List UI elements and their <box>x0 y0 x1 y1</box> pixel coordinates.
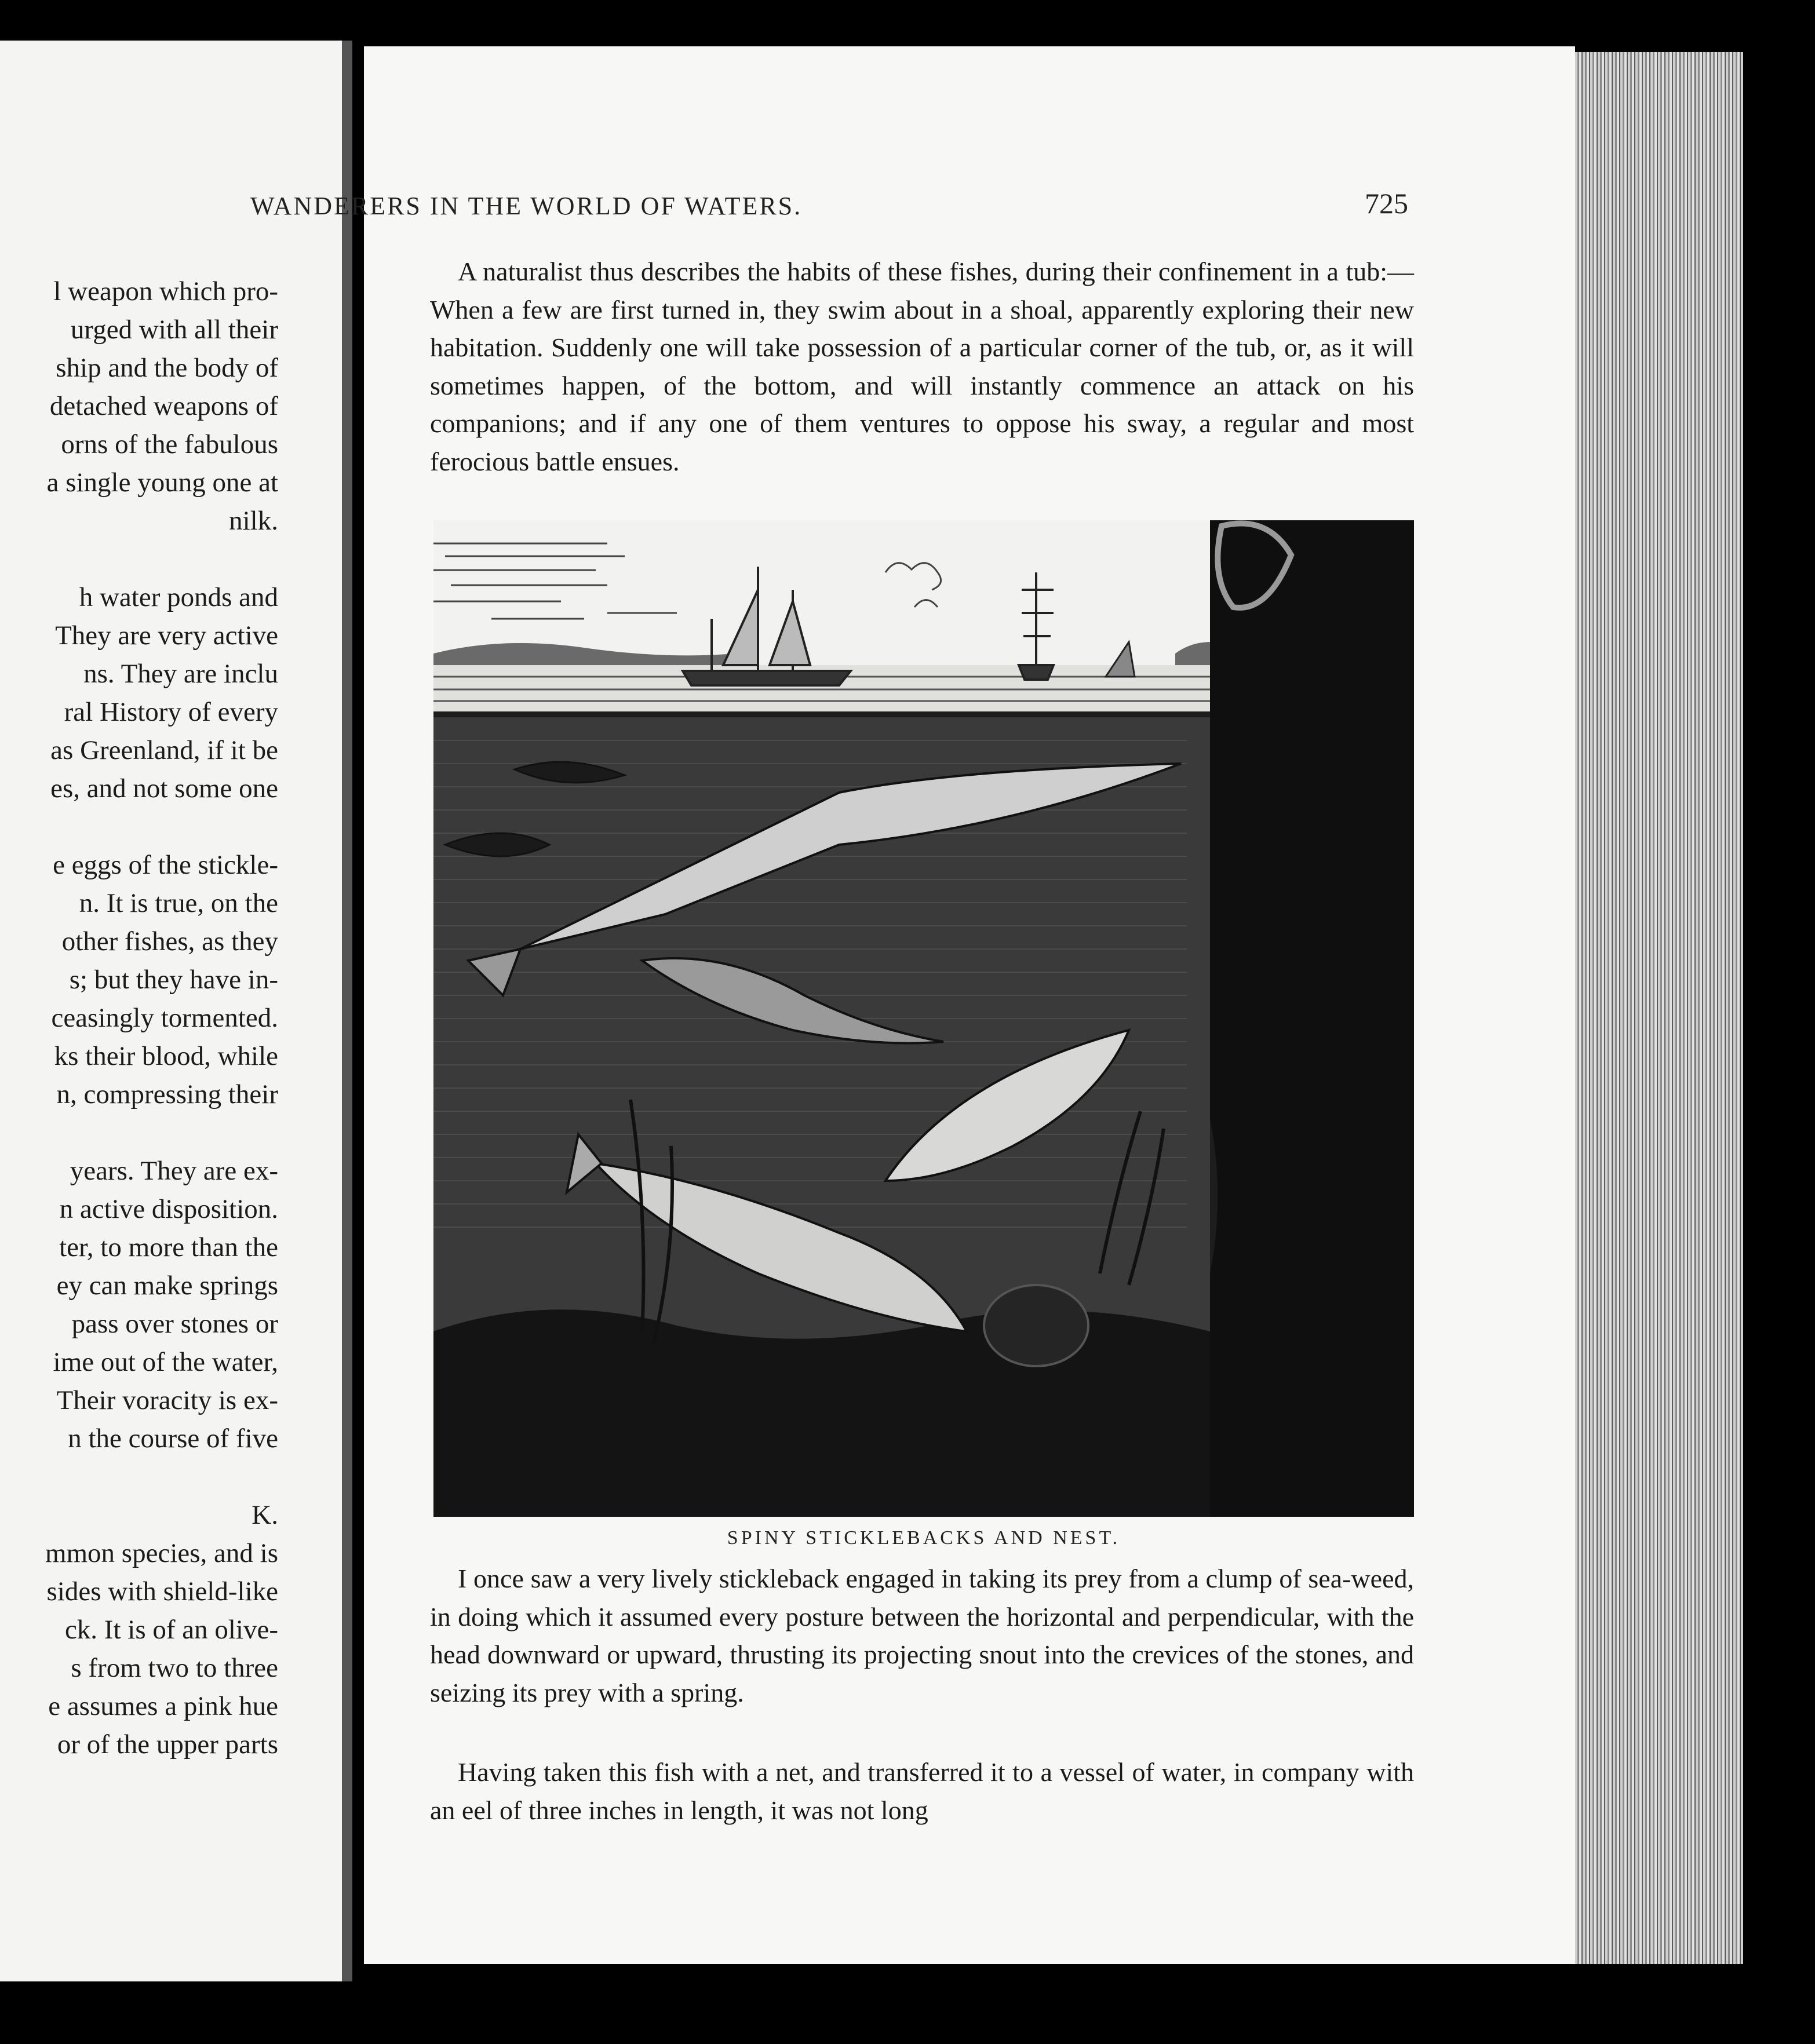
left-page-line: nilk. <box>229 506 278 536</box>
paragraph-lively-stickleback: I once saw a very lively stickleback engaged in taking its prey from a clump of sea-weed, in doing which it assumed every posture between the horizontal and perpendicular, with the head downward or upward, thrusting its projecting snout into the crevices of the stones, and seizing its prey with a spring. <box>430 1564 1414 1707</box>
nest <box>984 1285 1088 1366</box>
left-page-line: e assumes a pink hue <box>48 1691 278 1721</box>
left-page-line: They are very active <box>55 620 278 651</box>
left-page-line: ceasingly tormented. <box>51 1003 278 1033</box>
paragraph-naturalist: A naturalist thus describes the habits of these fishes, during their confinement in a tub:—When a few are first turned in, they swim about in a shoal, apparently exploring their new habitation. Suddenly one will take possession of a particular corner of the tub, or, as it will sometimes happen, of the bottom, and will instantly commence an attack on his companions; and if any one of them ventures to oppose his sway, a regular and most ferocious battle ensues. <box>430 257 1414 476</box>
left-page-line: n the course of five <box>68 1424 278 1454</box>
left-page-line: ck. It is of an olive- <box>64 1615 278 1645</box>
left-page-line: s; but they have in- <box>69 965 278 995</box>
left-page-line: h water ponds and <box>79 582 278 612</box>
left-page-line: s from two to three <box>71 1653 278 1683</box>
left-page-line: ship and the body of <box>56 353 278 383</box>
figure-caption: SPINY STICKLEBACKS AND NEST. <box>727 1527 1121 1549</box>
left-page-line: n active disposition. <box>59 1194 278 1224</box>
left-page-line: orns of the fabulous <box>61 429 278 459</box>
left-page-line: ey can make springs <box>56 1271 278 1301</box>
left-page-line: n, compressing their <box>56 1079 278 1109</box>
left-page-line: as Greenland, if it be <box>50 735 278 765</box>
left-page-line: n. It is true, on the <box>79 888 278 918</box>
left-page-line: ime out of the water, <box>53 1347 278 1377</box>
left-page-line: l weapon which pro- <box>53 276 278 306</box>
left-page-line: urged with all their <box>70 315 278 345</box>
left-page-line: sides with shield-like <box>46 1576 278 1607</box>
left-page-line: a single young one at <box>46 468 278 498</box>
left-page-line: ral History of every <box>64 697 278 727</box>
engraving-spiny-sticklebacks <box>433 520 1414 1517</box>
left-page-line: years. They are ex- <box>70 1156 278 1186</box>
paragraph-having-taken: Having taken this fish with a net, and transferred it to a vessel of water, in company with an eel of three inches in length, it was not long <box>430 1757 1414 1825</box>
left-page-line: ter, to more than the <box>59 1232 278 1262</box>
left-page-line: other fishes, as they <box>61 926 278 957</box>
left-facing-page <box>0 41 352 1981</box>
left-page-line: ns. They are inclu <box>83 659 278 689</box>
left-page-line: pass over stones or <box>71 1309 278 1339</box>
left-page-line: or of the upper parts <box>57 1729 278 1760</box>
engraving-illustration <box>433 520 1414 1517</box>
left-page-line: e eggs of the stickle- <box>53 850 278 880</box>
page-edges <box>1575 52 1743 1964</box>
left-page-line: detached weapons of <box>49 391 278 421</box>
running-head: WANDERERS IN THE WORLD OF WATERS. <box>250 192 803 220</box>
left-page-line: ks their blood, while <box>54 1041 278 1071</box>
sea-floor <box>433 1309 1210 1517</box>
left-page-line: mmon species, and is <box>45 1538 278 1568</box>
page-number: 725 <box>1365 187 1408 220</box>
left-page-line: es, and not some one <box>50 773 278 804</box>
left-page-line: Their voracity is ex- <box>56 1385 278 1415</box>
dark-rock <box>1179 520 1414 1517</box>
left-page-line: K. <box>252 1500 278 1530</box>
